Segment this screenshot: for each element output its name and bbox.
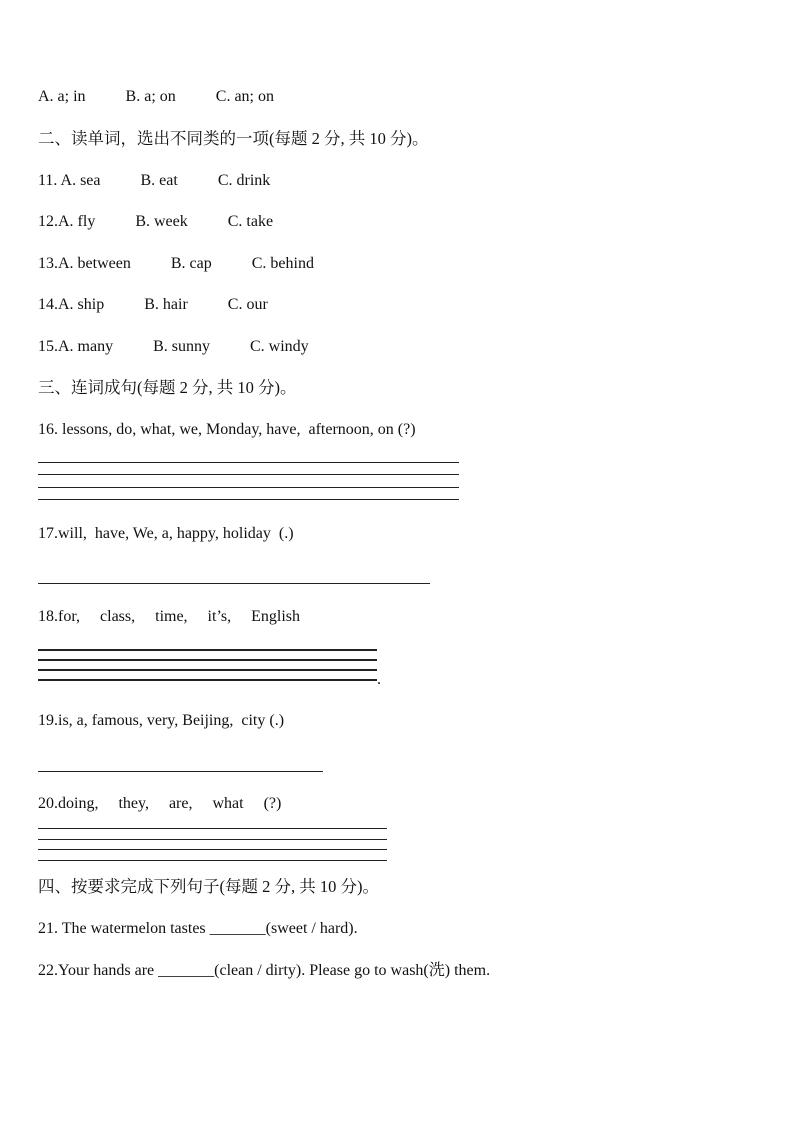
- question-21: 21. The watermelon tastes _______(sweet / hard).: [38, 920, 358, 937]
- question-18: 18.for, class, time, it’s, English: [38, 608, 301, 625]
- answer-line: [38, 860, 387, 861]
- question-17: 17.will, have, We, a, happy, holiday (.): [38, 525, 294, 542]
- answer-line: [38, 659, 377, 661]
- answer-line: [38, 583, 430, 584]
- answer-line: [38, 839, 387, 840]
- section3-heading: 三、连词成句(每题 2 分, 共 10 分)。: [38, 378, 297, 397]
- answer-line: [38, 462, 459, 463]
- answer-line: [38, 828, 387, 829]
- section2-heading: 二、读单词，选出不同类的一项(每题 2 分, 共 10 分)。: [38, 129, 429, 148]
- question-20: 20.doing, they, are, what (?): [38, 795, 282, 812]
- question-22: 22.Your hands are _______(clean / dirty). Please go to wash(洗) them.: [38, 962, 491, 979]
- answer-line: [38, 499, 459, 500]
- question-14: 14.A. ship B. hair C. our: [38, 296, 268, 313]
- q10-options: A. a; in B. a; on C. an; on: [38, 88, 274, 105]
- answer-line: [38, 474, 459, 475]
- trailing-period: .: [377, 671, 381, 688]
- question-19: 19.is, a, famous, very, Beijing, city (.): [38, 712, 285, 729]
- answer-line: [38, 679, 377, 681]
- answer-line: [38, 849, 387, 850]
- section4-heading: 四、按要求完成下列句子(每题 2 分, 共 10 分)。: [38, 877, 379, 896]
- answer-line: [38, 771, 323, 772]
- answer-line: [38, 669, 377, 671]
- question-12: 12.A. fly B. week C. take: [38, 213, 274, 230]
- question-13: 13.A. between B. cap C. behind: [38, 255, 314, 272]
- question-16: 16. lessons, do, what, we, Monday, have, afternoon, on (?): [38, 421, 416, 438]
- question-15: 15.A. many B. sunny C. windy: [38, 338, 309, 355]
- question-11: 11. A. sea B. eat C. drink: [38, 172, 271, 189]
- answer-line: [38, 487, 459, 488]
- answer-line: [38, 649, 377, 651]
